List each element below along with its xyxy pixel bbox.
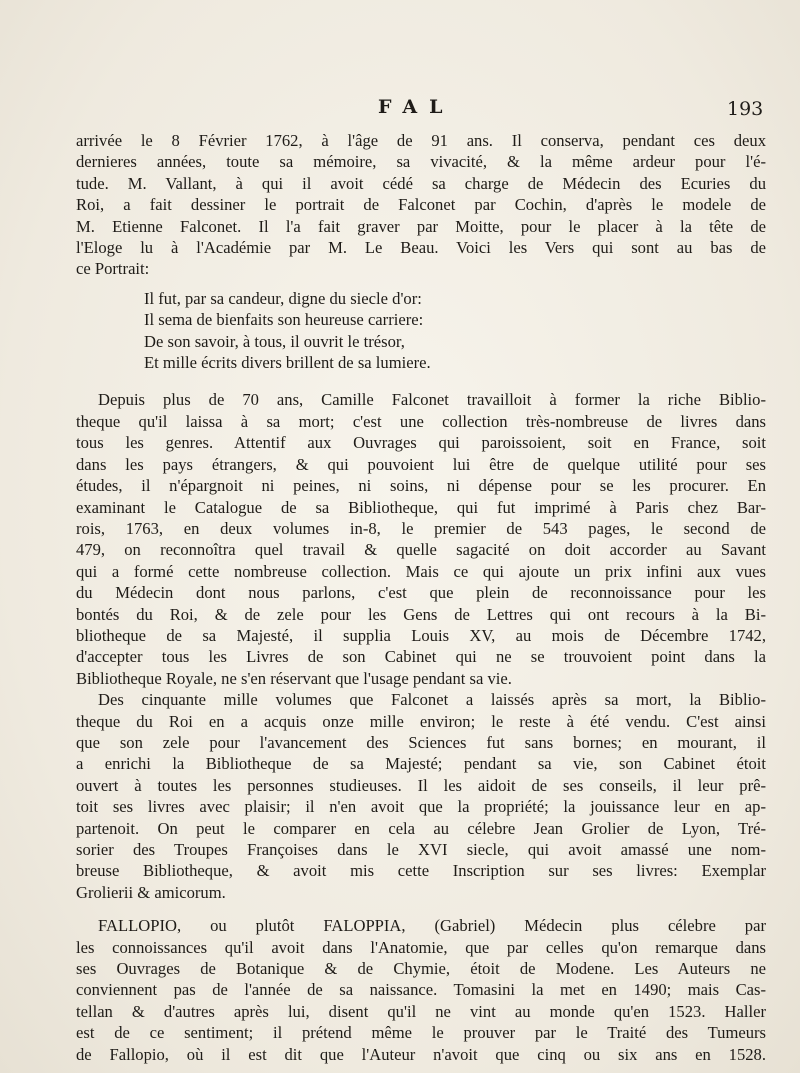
text-line: tude. M. Vallant, à qui il avoit cédé sa charge de Médecin des Ecuries du	[76, 173, 766, 193]
text-line: FALLOPIO, ou plutôt FALOPPIA, (Gabriel) Médecin plus célebre par	[98, 916, 766, 936]
text-line: ses Ouvrages de Botanique & de Chymie, étoit de Modene. Les Auteurs ne	[76, 959, 766, 979]
text-line: sorier des Troupes Françoises dans le XVI siecle, qui avoit amassé une nom-	[76, 840, 766, 859]
text-line: tellan & d'autres après lui, disent qu'il ne vint au monde qu'en 1523. Haller	[76, 1001, 766, 1021]
section-gap	[76, 903, 766, 915]
text-line: rois, 1763, en deux volumes in-8, le premier de 543 pages, le second de	[76, 518, 766, 538]
text-line: arrivée le 8 Février 1762, à l'âge de 91 ans. Il conserva, pendant ces deux	[76, 131, 766, 150]
text-line: l'Eloge lu à l'Académie par M. Le Beau. Voici les Vers qui sont au bas de	[76, 238, 766, 258]
text-line: Roi, a fait dessiner le portrait de Falconet par Cochin, d'après le modele de	[76, 195, 766, 215]
text-line: dans les pays étrangers, & qui pouvoient lui être de quelque utilité pour ses	[76, 454, 766, 474]
text-line: Des cinquante mille volumes que Falconet a laissés après sa mort, la Biblio-	[98, 690, 766, 710]
text-line: d'accepter tous les Livres de son Cabinet qui ne se trouvoient point dans la	[76, 647, 766, 667]
paragraph-library	[76, 389, 766, 689]
text-line: Bibliotheque Royale, ne s'en réservant que l'usage pendant sa vie.	[76, 668, 512, 688]
text-line: dernieres années, toute sa mémoire, sa vivacité, & la même ardeur pour l'é-	[76, 152, 766, 172]
text-line: examinant le Catalogue de sa Bibliotheque, qui fut imprimé à Paris chez Bar-	[76, 497, 766, 517]
verse-line: Il fut, par sa candeur, digne du siecle d'or:	[144, 288, 422, 308]
page-body	[76, 130, 766, 1065]
text-line: Grolierii & amicorum.	[76, 882, 226, 902]
text-line: tous les genres. Attentif aux Ouvrages qui paroissoient, soit en France, soit	[76, 433, 766, 453]
text-line: est de ce sentiment; il prétend même le prouver par le Traité des Tumeurs	[76, 1023, 766, 1043]
verse-line: De son savoir, à tous, il ouvrit le trésor,	[144, 331, 405, 351]
text-line: toit ses livres avec plaisir; il n'en avoit que la propriété; la jouissance leur en ap-	[76, 797, 766, 817]
text-line: études, il n'épargnoit ni peines, ni soins, ni dépense pour se les procurer. En	[76, 476, 766, 496]
verse-line: Et mille écrits divers brillent de sa lumiere.	[144, 353, 431, 373]
page-number: 193	[727, 98, 764, 120]
text-line: qui a formé cette nombreuse collection. Mais ce qui ajoute un prix infini aux vues	[76, 561, 766, 581]
text-line: que son zele pour l'avancement des Sciences fut sans bornes; en mourant, il	[76, 732, 766, 752]
text-line: bliotheque de sa Majesté, il supplia Louis XV, au mois de Décembre 1742,	[76, 625, 766, 645]
portrait-verse	[144, 288, 766, 374]
text-line: partenoit. On peut le comparer en cela au célebre Jean Grolier de Lyon, Tré-	[76, 818, 766, 838]
text-line: bontés du Roi, & de zele pour les Gens de Lettres qui ont recours à la Bi-	[76, 604, 766, 624]
page-header	[0, 96, 800, 120]
paragraph-falconet-death	[76, 130, 766, 280]
text-line: a enrichi la Bibliotheque de sa Majesté; pendant sa vie, son Cabinet étoit	[76, 754, 766, 774]
entry-fallopio	[76, 915, 766, 1065]
verse-line: Il sema de bienfaits son heureuse carriere:	[144, 310, 424, 330]
text-line: M. Etienne Falconet. Il l'a fait graver par Moitte, pour le placer à la tête de	[76, 216, 766, 236]
text-line: du Médecin dont nous parlons, c'est que plein de reconnoissance pour les	[76, 583, 766, 603]
text-line: 479, on reconnoîtra quel travail & quelle sagacité on doit accorder au Savant	[76, 540, 766, 560]
running-title: FAL	[378, 96, 455, 118]
text-line: conviennent pas de l'année de sa naissance. Tomasini la met en 1490; mais Cas-	[76, 980, 766, 1000]
text-line: ce Portrait:	[76, 259, 150, 279]
text-line: theque qu'il laissa à sa mort; c'est une collection très-nombreuse de livres dans	[76, 411, 766, 431]
text-line: Depuis plus de 70 ans, Camille Falconet travailloit à former la riche Biblio-	[98, 390, 766, 410]
text-line: de Fallopio, où il est dit que l'Auteur n'avoit que cinq ou six ans en 1528.	[76, 1044, 766, 1064]
text-line: ouvert à toutes les personnes studieuses. Il les aidoit de ses conseils, il leur prê-	[76, 775, 766, 795]
text-line: theque du Roi en a acquis onze mille environ; le reste à été vendu. C'est ainsi	[76, 711, 766, 731]
paragraph-bequest	[76, 689, 766, 903]
text-line: les connoissances qu'il avoit dans l'Anatomie, que par celles qu'on remarque dans	[76, 937, 766, 957]
text-line: breuse Bibliotheque, & avoit mis cette Inscription sur ses livres: Exemplar	[76, 861, 766, 881]
